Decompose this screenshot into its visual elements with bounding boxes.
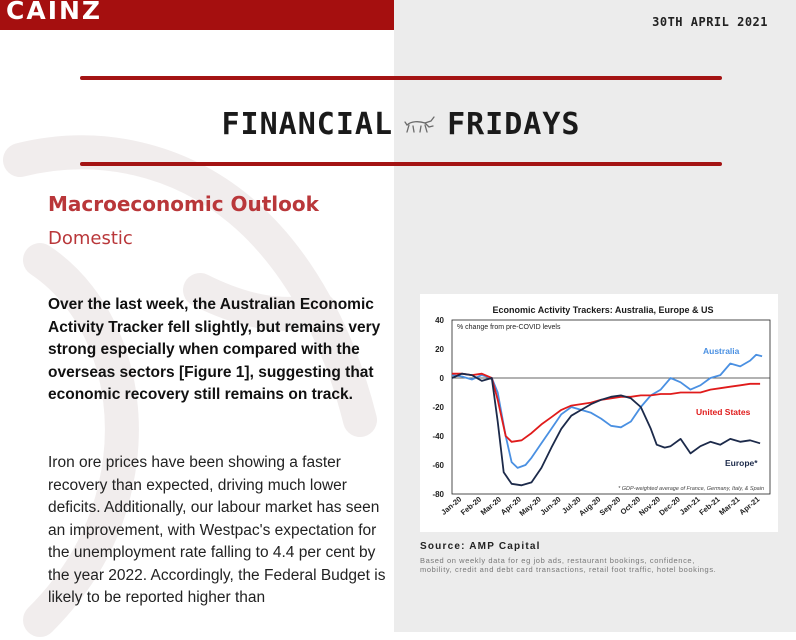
section-subheading: Domestic [48,228,133,249]
x-tick-label: Jul-20 [560,494,583,516]
x-tick-label: Dec-20 [657,494,682,518]
bull-icon [403,113,437,135]
x-tick-label: Oct-20 [618,494,643,517]
y-tick-label: 40 [435,316,444,325]
bottom-divider [80,162,722,166]
title-left: FINANCIAL [221,106,394,142]
section-heading: Macroeconomic Outlook [48,192,319,216]
brand-bar [0,0,394,30]
x-tick-label: Mar-21 [717,494,742,518]
top-divider [80,76,722,80]
chart-title: Economic Activity Trackers: Australia, Europe & US [492,305,714,315]
chart-svg [420,294,778,532]
figure-1-chart [420,294,778,532]
x-tick-label: Apr-21 [737,494,762,517]
lead-paragraph: Over the last week, the Australian Economic Activity Tracker fell slightly, but remains very strong especially when compared with the overseas sectors [Figure 1], suggesting that economic recovery still remains on track. [48,296,381,403]
x-tick-label: May-20 [517,494,543,518]
figure-source-note: Based on weekly data for eg job ads, restaurant bookings, confidence, mobility, credit and debt card transactions, retail foot traffic, hotel bookings. [420,556,717,574]
x-tick-label: Mar-20 [478,494,504,518]
body-paragraph: Iron ore prices have been showing a faster recovery than expected, driving much lower deficits. Additionally, our labour market has seen an improvement, with Westpac's expectation for the unemployment rate falling to 4.4 per cent by the year 2022. Accordingly, the Federal Budget is likely to be reported higher than [48,454,386,606]
x-tick-label: Apr-20 [498,494,523,517]
y-tick-label: -60 [432,461,444,470]
x-tick-label: Jan-20 [439,494,464,517]
title-right: FRIDAYS [447,106,581,142]
chart-footnote: * GDP-weighted average of France, Germany, Italy, & Spain [618,486,764,492]
issue-date: 30TH APRIL 2021 [652,15,768,29]
x-tick-label: Nov-20 [637,494,663,518]
y-tick-label: -20 [432,403,444,412]
x-tick-label: Sep-20 [597,494,623,518]
series-europe-line [452,374,760,486]
y-axis-label: % change from pre-COVID levels [457,324,561,331]
y-tick-label: 0 [439,374,444,383]
x-tick-label: Feb-20 [458,494,484,518]
y-tick-label: -40 [432,432,444,441]
brand-logo[interactable]: CAINZ [6,0,103,25]
legend-europe: Europe* [725,458,758,468]
page-title [80,100,722,148]
y-tick-label: 20 [435,345,444,354]
legend-united-states: United States [696,407,751,417]
y-tick-label: -80 [432,490,444,499]
x-tick-label: Aug-20 [577,494,603,518]
x-tick-label: Jan-21 [677,494,702,517]
legend-australia: Australia [703,346,740,356]
figure-source: Source: AMP Capital [420,541,541,552]
x-tick-label: Feb-21 [697,494,722,518]
x-tick-label: Jun-20 [538,494,563,518]
